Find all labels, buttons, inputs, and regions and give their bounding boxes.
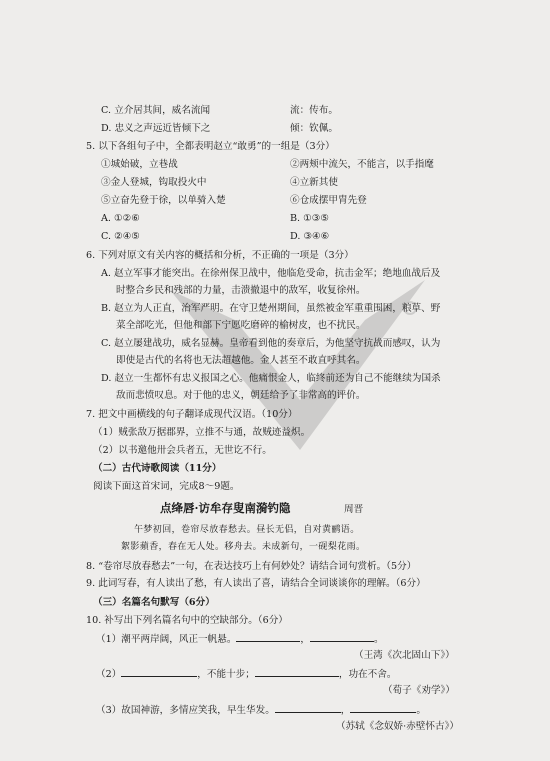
poem-line-2: 絮影蘋香，春在无人处。移舟去。未成新句，一砚梨花雨。 <box>121 542 366 552</box>
q5-item-3: ③金人登城，钩取投火中 <box>101 177 207 188</box>
q5-item-5: ⑤立奋先登于徐，以单骑入楚 <box>101 195 226 206</box>
q5-item-2: ②两颊中流矢，不能言，以手指麾 <box>290 159 434 170</box>
q10-item-1 <box>96 632 384 646</box>
q10-item-3-prefix: （3）故国神游，多情应笑我，早生华发。 <box>96 705 275 716</box>
q6-option-d-line2: 敌而悲愤叹息。对于他的忠义，朝廷给予了非常高的评价。 <box>116 390 366 401</box>
q5-item-6: ⑥仓成摆甲胄先登 <box>290 195 367 206</box>
q7-stem: 7. 把文中画横线的句子翻译成现代汉语。（10分） <box>86 409 298 420</box>
q6-option-c-line1: C. 赵立屡建战功，威名显赫。皇帝看到他的奏章后，为他坚守抗战而感叹，认为 <box>101 338 441 349</box>
q6-option-c-line2: 即使是古代的名将也无法超越他。金人甚至不敢直呼其名。 <box>116 355 366 366</box>
q5-option-a: A. ①②⑥ <box>101 213 140 224</box>
poem-title: 点绛唇·访牟存叟南漪钓隐 <box>160 501 291 515</box>
q10-item-3-blank-b[interactable] <box>350 703 416 713</box>
q5-item-1: ①城始破，立巷战 <box>101 159 178 170</box>
q8-stem: 8. “卷帘尽放春愁去”一句，在表达技巧上有何妙处？请结合词句赏析。（5分） <box>86 561 417 572</box>
poem-line-1: 午梦初回，卷帘尽放春愁去。昼长无侣，自对黄鹂语。 <box>134 525 360 535</box>
q10-item-3-blank-a[interactable] <box>275 703 341 713</box>
q7-sentence-1: （1）贼张敌万据郡界，立推不与通，故贼迹益炽。 <box>93 427 311 438</box>
q10-item-3-end: 。 <box>416 705 426 716</box>
q6-option-a-line1: A. 赵立军事才能突出。在徐州保卫战中，他临危受命，抗击金军；绝地血战后及 <box>101 268 441 279</box>
q4-option-c-note: 流：传布。 <box>290 105 338 116</box>
q10-item-3-comma: ， <box>340 705 351 716</box>
section-3-heading: （三）名篇名句默写（6分） <box>93 597 215 608</box>
q10-item-1-end: 。 <box>374 634 384 645</box>
q10-item-3 <box>96 703 426 717</box>
q10-item-2-blank-b[interactable] <box>255 667 339 677</box>
q10-item-1-blank-b[interactable] <box>310 632 374 642</box>
q6-option-b-line2: 菜全部吃光，但他和部下宁愿吃磨碎的榆树皮，也不扰民。 <box>116 320 366 331</box>
q10-stem: 10. 补写出下列名篇名句中的空缺部分。（6分） <box>86 615 288 626</box>
q5-option-c: C. ②④⑤ <box>101 231 140 242</box>
q10-item-2-prefix: （2） <box>96 669 122 680</box>
q5-item-4: ④立新其使 <box>290 177 338 188</box>
q5-option-b: B. ①③⑤ <box>290 213 329 224</box>
q10-item-2-mid: ，不能十步； <box>197 669 255 680</box>
q5-option-d: D. ③④⑥ <box>290 231 330 242</box>
q4-option-c: C. 立介居其间，威名流闻 <box>101 105 211 116</box>
q10-item-2-blank-a[interactable] <box>121 667 197 677</box>
q4-option-d-note: 倾：钦佩。 <box>290 123 338 134</box>
q10-item-2-source: （荀子《劝学》） <box>383 685 455 696</box>
q6-option-d-line1: D. 赵立一生都怀有忠义报国之心。他痛恨金人，临终前还为自己不能继续为国杀 <box>101 373 441 384</box>
q10-item-1-blank-a[interactable] <box>236 632 300 642</box>
q10-item-3-source: （苏轼《念奴娇·赤壁怀古》） <box>336 721 459 732</box>
q5-stem: 5. 以下各组句子中，全都表明赵立“敢勇”的一组是（3分） <box>86 141 335 152</box>
q9-stem: 9. 此词写春，有人读出了愁，有人读出了喜，请结合全词谈谈你的理解。（6分） <box>86 578 426 589</box>
q6-option-a-line2: 时整合乡民和残部的力量，击溃撤退中的敌军，收复徐州。 <box>116 285 366 296</box>
q6-stem: 6. 下列对原文有关内容的概括和分析，不正确的一项是（3分） <box>86 250 354 261</box>
q10-item-2-end: ，功在不舍。 <box>338 669 397 680</box>
q10-item-2 <box>96 667 396 681</box>
section-2-intro: 阅读下面这首宋词，完成8～9题。 <box>93 481 240 492</box>
q10-item-1-comma: ， <box>300 634 311 645</box>
q10-item-1-source: （王湾《次北固山下》） <box>354 650 455 661</box>
poem-author: 周晋 <box>344 504 364 515</box>
q6-option-b-line1: B. 赵立为人正直，治军严明。在守卫楚州期间，虽然被金军重重围困，粮草、野 <box>101 303 441 314</box>
section-2-heading: （二）古代诗歌阅读（11分） <box>93 463 222 474</box>
q4-option-d: D. 忠义之声远近皆倾下之 <box>101 123 211 134</box>
q7-sentence-2: （2）以书邀他卅会兵者五，无世讫不行。 <box>93 445 272 456</box>
q10-item-1-prefix: （1）潮平两岸阔，风正一帆悬。 <box>96 634 237 645</box>
